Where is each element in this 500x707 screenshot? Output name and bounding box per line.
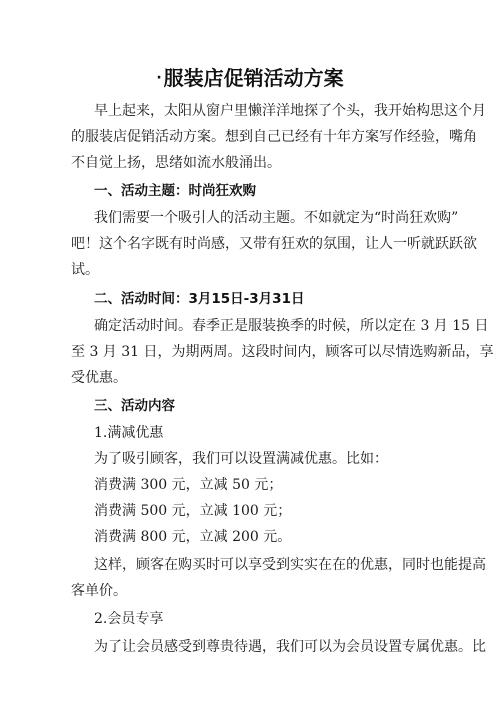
section2-line: 确定活动时间。春季正是服装换季的时候，所以定在 3 月 15 日 [94, 318, 489, 334]
offer-item: 消费满 500 元，立减 100 元； [94, 503, 292, 519]
sub1-title: 1.满减优惠 [94, 425, 164, 441]
section1-line: 我们需要一个吸引人的活动主题。不如就定为“时尚狂欢购” [94, 210, 459, 226]
section2-paragraph [71, 313, 494, 391]
section1-paragraph [71, 205, 477, 283]
sub1-intro: 为了吸引顾客，我们可以设置满减优惠。比如： [94, 451, 388, 467]
section2-line: 至 3 月 31 日，为期两周。这段时间内，顾客可以尽情选购新品，享 [71, 344, 494, 360]
section3-body [71, 420, 486, 660]
intro-paragraph [71, 98, 486, 176]
offer-item: 消费满 800 元，立减 200 元。 [94, 529, 292, 545]
sub1-result-line: 客单价。 [71, 583, 127, 599]
section2-line: 受优惠。 [71, 370, 127, 386]
intro-line: 的服装店促销活动方案。想到自己已经有十年方案写作经验，嘴角 [71, 129, 477, 145]
section1-line: 吧！这个名字既有时尚感，又带有狂欢的氛围，让人一听就跃跃欲 [71, 236, 477, 252]
offer-item: 消费满 300 元，立减 50 元； [94, 477, 283, 493]
sub1-result-line: 这样，顾客在购买时可以享受到实实在在的优惠，同时也能提高 [94, 557, 486, 573]
intro-line: 早上起来，太阳从窗户里懒洋洋地探了个头，我开始构思这个月 [94, 103, 486, 119]
title-text: 服装店促销活动方案 [163, 66, 344, 90]
title-mark: · [156, 70, 162, 86]
document-title [0, 64, 500, 92]
sub2-intro: 为了让会员感受到尊贵待遇，我们可以为会员设置专属优惠。比 [94, 639, 486, 655]
section1-heading: 一、活动主题：时尚狂欢购 [94, 183, 256, 199]
section2-heading: 二、活动时间：3月15日-3月31日 [94, 291, 305, 307]
sub2-title: 2.会员专享 [94, 611, 164, 627]
section1-line: 试。 [71, 262, 99, 278]
section3-heading: 三、活动内容 [94, 398, 175, 414]
intro-line: 不自觉上扬，思绪如流水般涌出。 [71, 155, 281, 171]
